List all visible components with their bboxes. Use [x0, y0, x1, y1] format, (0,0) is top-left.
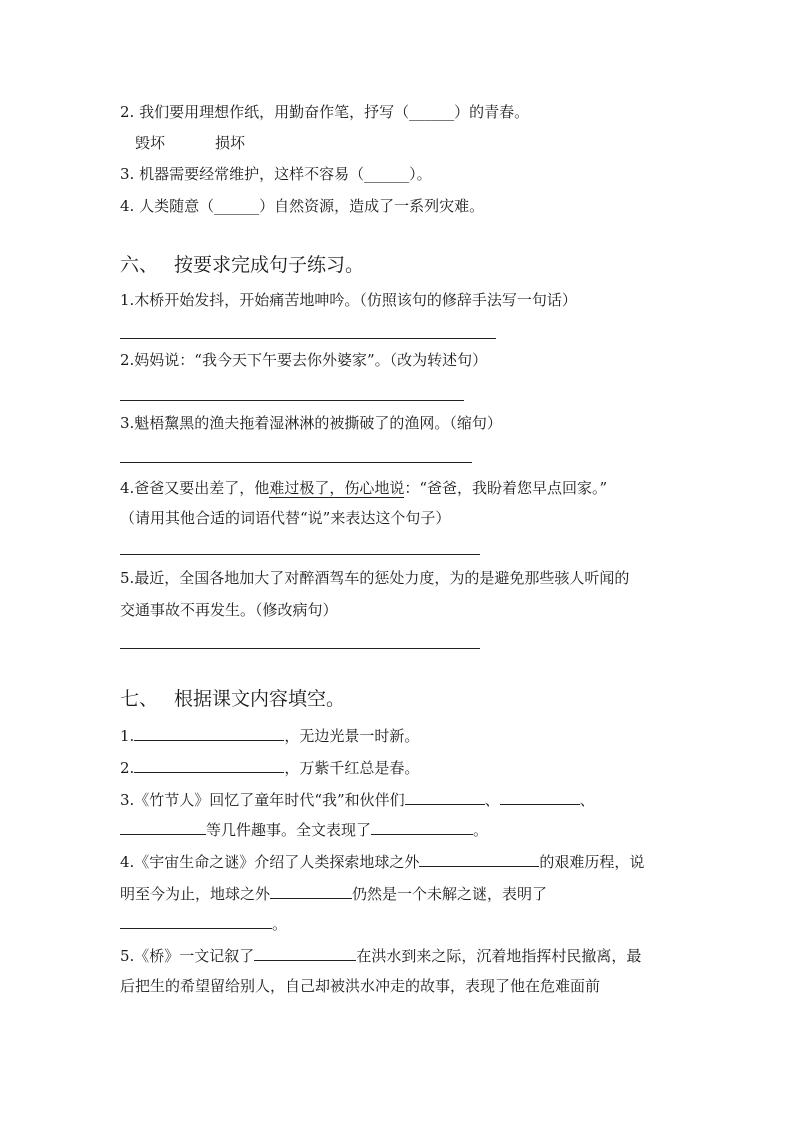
s7-question-1: [120, 726, 419, 746]
s7-q3-separator: 、: [484, 791, 500, 809]
s7-q1-text: ，无边光景一时新。: [284, 727, 420, 745]
s6-q1-answer-line[interactable]: [120, 338, 496, 339]
s7-q3-blank-4[interactable]: [371, 820, 473, 835]
s5-question-4: [120, 196, 484, 216]
s6-q4-text: 4.爸爸又要出差了，他: [120, 479, 270, 497]
s7-q4-text-3: 明至今为止，地球之外: [120, 885, 271, 903]
s6-question-2: 2.妈妈说：“我今天下午要去你外婆家”。（改为转述句）: [120, 351, 488, 369]
section-7-number: 七、: [120, 688, 159, 710]
s5-question-2: [120, 102, 529, 122]
s5-q2-text-end: ）的青春。: [454, 103, 530, 121]
s7-q4-blank-1[interactable]: [419, 852, 539, 867]
option-1: 毁坏: [135, 134, 166, 152]
s6-question-1: 1.木桥开始发抖，开始痛苦地呻吟。（仿照该句的修辞手法写一句话）: [120, 291, 577, 309]
s7-q3-end: 。: [473, 821, 489, 839]
s6-q5-answer-line[interactable]: [120, 648, 480, 649]
s7-q3-separator: 、: [579, 791, 595, 809]
s6-q4-answer-line[interactable]: [120, 554, 480, 555]
s7-question-5-line1: [120, 946, 641, 966]
s7-question-4-line3: [120, 914, 287, 934]
section-7-heading: [120, 687, 345, 711]
s6-question-3: 3.魁梧黧黑的渔夫拖着湿淋淋的被撕破了的渔网。（缩句）: [120, 414, 502, 432]
section-6-number: 六、: [120, 254, 159, 276]
s7-q4-text: 4.《宇宙生命之谜》介绍了人类探索地球之外: [120, 853, 420, 871]
s5-q3-text-end: ）。: [409, 165, 432, 183]
s6-q3-answer-line[interactable]: [120, 462, 472, 463]
s7-q4-blank-2[interactable]: [270, 884, 352, 899]
s7-q3-text: 3.《竹节人》回忆了童年时代“我”和伙伴们: [120, 791, 405, 809]
s7-q3-text-2: 等几件趣事。全文表现了: [206, 821, 372, 839]
s6-q4-instruction: （请用其他合适的词语代替“说”来表达这个句子）: [120, 509, 451, 527]
s5-q4-text: 4. 人类随意（: [120, 197, 215, 215]
s7-q4-text-2: 的艰难历程，说: [539, 853, 645, 871]
s7-q3-blank-2[interactable]: [500, 790, 580, 805]
section-7-title: 根据课文内容填空。: [174, 688, 346, 710]
s5-question-3: [120, 164, 432, 184]
s7-q5-blank-1[interactable]: [254, 946, 356, 961]
s7-q5-text-2: 在洪水到来之际，沉着地指挥村民撤离，最: [356, 947, 642, 965]
s5-q4-blank[interactable]: ______: [214, 197, 260, 215]
s6-question-5-line2: 交通事故不再发生。（修改病句）: [120, 601, 338, 619]
s6-question-5-line1: 5.最近，全国各地加大了对醉酒驾车的惩处力度，为的是避免那些骇人听闻的: [120, 569, 630, 587]
s7-q2-text: ，万紫千红总是春。: [284, 759, 420, 777]
s6-q4-text-end: ：“爸爸，我盼着您早点回家。”: [404, 479, 608, 497]
option-2: 损坏: [215, 134, 246, 152]
s5-q3-text: 3. 机器需要经常维护，这样不容易（: [120, 165, 365, 183]
s7-question-2: [120, 758, 419, 778]
s7-q3-blank-1[interactable]: [405, 790, 485, 805]
s7-q3-blank-3[interactable]: [120, 820, 206, 835]
s5-q3-blank[interactable]: ______: [364, 165, 410, 183]
s7-q1-blank[interactable]: [134, 726, 284, 741]
section-6-title: 按要求完成句子练习。: [174, 254, 365, 276]
s5-q2-blank[interactable]: ______: [409, 103, 455, 121]
s6-question-4: [120, 478, 607, 498]
s7-question-4-line2: [120, 884, 547, 904]
s7-q4-text-4: 仍然是一个未解之谜，表明了: [352, 885, 548, 903]
s5-q2-text: 2. 我们要用理想作纸，用勤奋作笔，抒写（: [120, 103, 410, 121]
s5-options: [135, 133, 245, 153]
s5-q4-text-end: ）自然资源，造成了一系列灾难。: [259, 197, 485, 215]
s7-q1-number: 1.: [120, 727, 135, 745]
s6-q2-answer-line[interactable]: [120, 400, 464, 401]
s7-question-3-line1: [120, 790, 595, 810]
s7-q4-end: 。: [272, 915, 288, 933]
section-6-heading: [120, 253, 364, 277]
s7-q4-blank-3[interactable]: [120, 914, 272, 929]
s7-question-5-line2: 后把生的希望留给别人，自己却被洪水冲走的故事，表现了他在危难面前: [120, 977, 601, 995]
s6-q4-underlined-phrase: 难过极了，伤心地说: [269, 479, 405, 497]
s7-question-3-line2: [120, 820, 488, 840]
s7-q5-text: 5.《桥》一文记叙了: [120, 947, 255, 965]
s7-question-4-line1: [120, 852, 644, 872]
s7-q2-number: 2.: [120, 759, 135, 777]
s7-q2-blank[interactable]: [134, 758, 284, 773]
